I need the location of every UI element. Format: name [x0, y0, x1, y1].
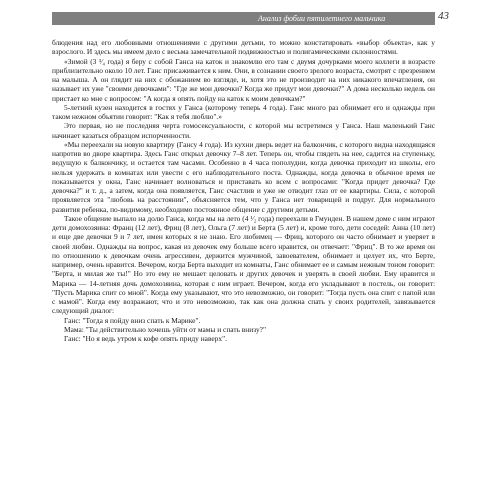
paragraph-6: Такое общение выпало на долю Ганса, когда мы на лето (4 ¹⁄₂ года) переехали в Гмунден. В нашем доме с ним играют дети домохозяина: Франц (12 лет), Фриц (8 лет), Ольга (7 лет) и Берта (5 лет) и, кроме того, дети соседей: Анна (10 лет) и еще две девочки 9 и 7 лет, имен которых я не знаю. Его любимец — Фриц, которого он часто обнимает и уверяет в своей любви. Однажды на вопрос, какая из девочек ему больше всего нравится, он отвечает: "Фриц". В то же время он по отношению к девочкам очень агрессивен, держится мужчиной, завоевателем, обнимает и целует их, что Берте, например, очень нравится. Вечером, когда Берта выходит из комнаты, Ганс обнимает ее и самым нежным тоном говорит: "Берта, и милая же ты!" Но это ему не мешает целовать и других девочек и уверять в своей любви. Ему нравится и Марика — 14-летняя дочь домохозяина, которая с ним играет. Вечером, когда его укладывают в постель, он говорит: "Пусть Марика спит со мной". Когда ему указывают, что это невозможно, он говорит: "Тогда пусть она спит с папой или с мамой". Когда ему возражают, что и это невозможно, так как она должна спать у своих родителей, завязывается следующий диалог: [52, 213, 435, 316]
paragraph-4: Это первая, но не последняя черта гомосексуальности, с которой мы встретимся у Ганса. Наш маленький Ганс начинает казаться образцом испорченности. [52, 121, 435, 140]
dialog-line-3: Ганс: "Но я ведь утром к кофе опять приду наверх". [64, 334, 227, 343]
dialog-line-1: Ганс: "Тогда я пойду вниз спать к Марике". [64, 315, 201, 325]
paragraph-2: «Зимой (3 ³⁄₄ года) я беру с собой Ганса на каток и знакомлю его там с двумя дочурками моего коллеги в возрасте приблизительно около 10 лет. Ганс присаживается к ним. Они, в сознании своего зрелого возраста, смотрят с презрением на малыша. А он глядит на них с обожанием во взгляде, и, хотя это не производит на них никакого впечатления, он называет их уже "своими девочками": "Где же мои девочки? Когда же придут мои девочки?" А дома несколько недель он пристает ко мне с вопросом: "А когда я опять пойду на каток к моим девочкам?" [52, 56, 435, 103]
paragraph-1: блюдения над его любовными отношениями с другими детьми, то можно констатировать «выбор объекта», как у взрослого. И здесь мы имеем дело с весьма замечательной подвижностью и полигамическими склонностями. [52, 38, 435, 57]
body-text [52, 38, 435, 343]
paragraph-3: 5-летний кузен находится в гостях у Ганса (которому теперь 4 года). Ганс много раз обнимает его и однажды при таком нежном объятии говорит: "Как я тебя люблю".» [52, 102, 435, 121]
dialog-line-2: Мама: "Ты действительно хочешь уйти от мамы и спать внизу?" [64, 324, 266, 334]
running-header-title: Анализ фобии пятилетнего мальчика [258, 14, 386, 23]
paragraph-5: «Мы переехали на новую квартиру (Гансу 4 года). Из кухни дверь ведет на балкончик, с которого видна находящаяся напротив во дворе квартира. Здесь Ганс открыл девочку 7–8 лет. Теперь он, чтобы глядеть на нее, садится на ступеньку, ведущую к балкончику, и остается там часами. Особенно в 4 часа пополудни, когда девочка приходит из школы, его нельзя удержать в комнатах или увести с его наблюдательного поста. Однажды, когда девочка в обычное время не показывается у окна, Ганс начинает волноваться и приставать ко всем с вопросами: "Когда придет девочка? Где девочка?" и т. д., а затем, когда она появляется, Ганс счастлив и уже не отводит глаз от ее квартиры. Сила, с которой проявляется эта "любовь на расстоянии", объясняется тем, что у Ганса нет товарищей и подруг. Для нормального развития ребенка, по-видимому, необходимо постоянное общение с другими детьми. [52, 139, 435, 214]
page-number: 43 [438, 10, 449, 22]
